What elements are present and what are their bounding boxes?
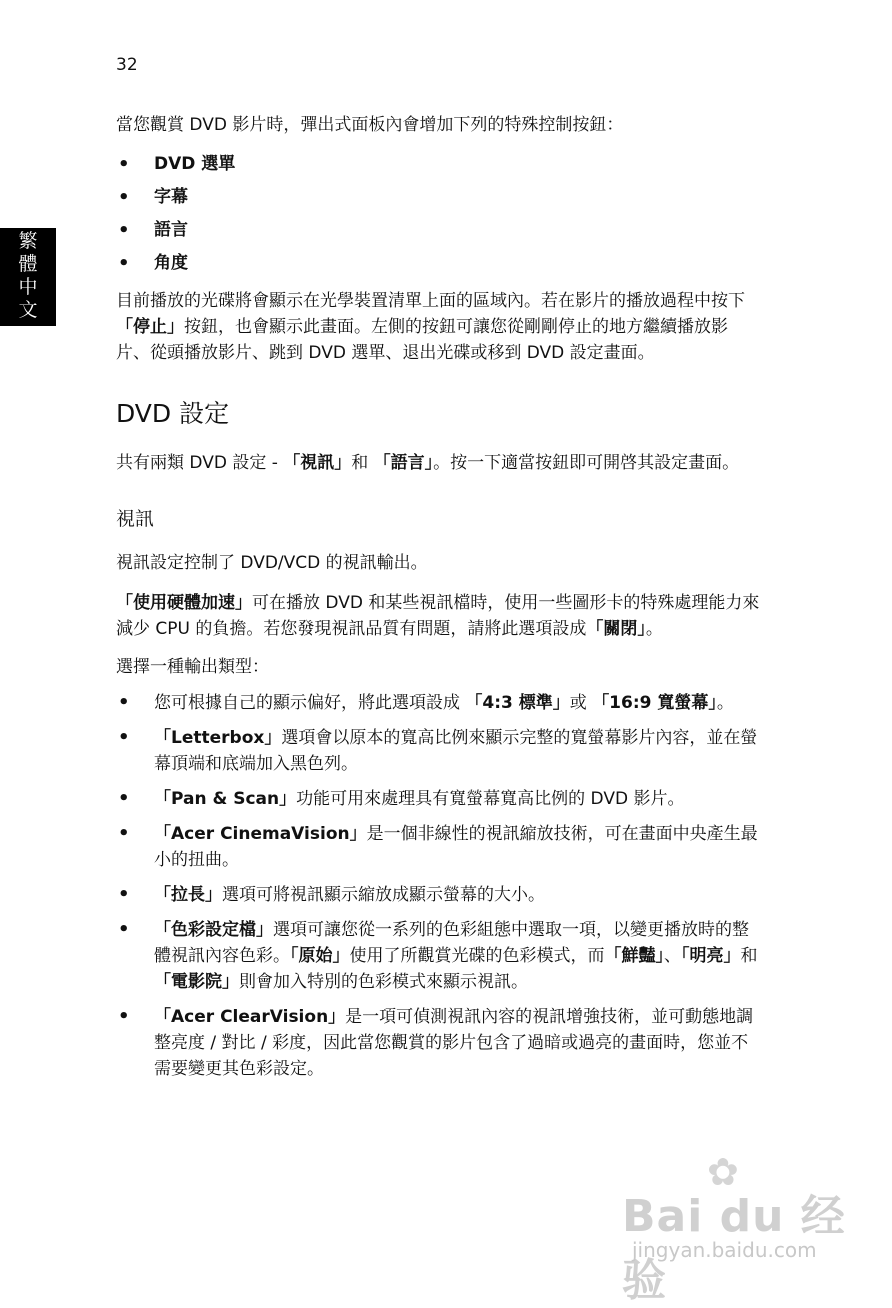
text: 或 <box>569 693 593 713</box>
side-tab-char: 文 <box>18 299 38 321</box>
list-item: • 角度 <box>116 247 761 280</box>
side-tab-char: 體 <box>18 253 38 275</box>
text: 和 <box>351 453 374 473</box>
text: 和 <box>740 946 758 966</box>
list-item: • DVD 選單 <box>116 148 761 181</box>
list-item: • 字幕 <box>116 181 761 214</box>
bold-term: 「關閉」 <box>586 619 646 639</box>
disc-paragraph <box>116 288 761 366</box>
bold-term: 「Pan & Scan」 <box>154 789 297 809</box>
bold-term: 「Acer ClearVision」 <box>154 1007 346 1027</box>
hw-accel-paragraph <box>116 590 761 642</box>
text: 目前播放的光碟將會顯示在光學裝置清單上面的區域內。若在影片的播放過程中按下 <box>116 291 745 311</box>
text: 。 <box>645 619 663 639</box>
bold-term: 「明亮」 <box>681 946 741 966</box>
text: 按鈕，也會顯示此畫面。左側的按鈕可讓您從剛剛停止的地方繼續播放影片、從頭播放影片、跳到 DVD 選單、退出光碟或移到 DVD 設定畫面。 <box>116 317 728 363</box>
list-item <box>116 882 761 908</box>
paw-icon: ✿ <box>707 1150 739 1194</box>
bold-term: 「鮮豔」 <box>604 946 664 966</box>
text: 您可根據自己的顯示偏好，將此選項設成 <box>154 693 466 713</box>
bold-term: 「Acer CinemaVision」 <box>154 824 367 844</box>
bold-term: 「4:3 標準」 <box>465 693 570 713</box>
text: 。按一下適當按鈕即可開啓其設定畫面。 <box>433 453 740 473</box>
text: 是一個非線性的視訊縮放技術，可在畫面中央產生最小的扭曲。 <box>154 824 758 870</box>
list-item <box>116 690 761 716</box>
text: 選項可將視訊顯示縮放成顯示螢幕的大小。 <box>222 885 545 905</box>
subsection-title: 視訊 <box>116 508 155 530</box>
bold-term: 「原始」 <box>290 946 350 966</box>
list-item <box>116 786 761 812</box>
select-type-label: 選擇一種輸出類型： <box>116 657 269 677</box>
text: 使用了所觀賞光碟的色彩模式，而 <box>349 946 605 966</box>
bold-term: 「電影院」 <box>154 972 239 992</box>
list-item: • 語言 <box>116 214 761 247</box>
side-tab-char: 繁 <box>18 230 38 252</box>
baidu-jingyan-watermark <box>622 1150 872 1306</box>
bold-term: 「16:9 寬螢幕」 <box>592 693 717 713</box>
list-item <box>116 821 761 873</box>
side-tab-char: 中 <box>18 276 38 298</box>
text: 功能可用來處理具有寬螢幕寬高比例的 DVD 影片。 <box>296 789 685 809</box>
intro-paragraph: 當您觀賞 DVD 影片時，彈出式面板內會增加下列的特殊控制按鈕： <box>116 115 624 135</box>
bold-term: 「Letterbox」 <box>154 728 282 748</box>
text: 選項可讓您從一系列的色彩組態中選取一項，以變更播放時的整體視訊內容色彩。 <box>154 920 749 966</box>
list-item <box>116 917 761 995</box>
language-side-tab <box>0 228 56 326</box>
text: 是一項可偵測視訊內容的視訊增強技術，並可動態地調整亮度 / 對比 / 彩度，因此當您觀賞的影片包含了過暗或過亮的畫面時，您並不需要變更其色彩設定。 <box>154 1007 754 1079</box>
watermark-logo: Bai du 经验 <box>622 1191 846 1306</box>
text: 。 <box>716 693 734 713</box>
bold-term: 「色彩設定檔」 <box>154 920 273 940</box>
output-type-list <box>116 690 761 1082</box>
bold-term: 「拉長」 <box>154 885 222 905</box>
text: 可在播放 DVD 和某些視訊檔時，使用一些圖形卡的特殊處理能力來減少 CPU 的負擔。若您發現視訊品質有問題，請將此選項設成 <box>116 593 760 639</box>
page-number: 32 <box>116 55 138 75</box>
video-description: 視訊設定控制了 DVD/VCD 的視訊輸出。 <box>116 553 428 573</box>
text: 共有兩類 DVD 設定 - <box>116 453 284 473</box>
watermark-url: jingyan.baidu.com <box>632 1238 817 1262</box>
text: 、 <box>664 946 681 966</box>
section-title: DVD 設定 <box>116 399 230 428</box>
text: 則會加入特別的色彩模式來顯示視訊。 <box>239 972 528 992</box>
page-content <box>116 112 761 1091</box>
bold-term: 「語言」 <box>373 453 434 473</box>
bold-term: 「視訊」 <box>283 453 352 473</box>
bold-term: 「停止」 <box>116 317 184 337</box>
text: 選項會以原本的寬高比例來顯示完整的寬螢幕影片內容，並在螢幕頂端和底端加入黑色列。 <box>154 728 758 774</box>
settings-intro <box>116 450 761 476</box>
list-item <box>116 1004 761 1082</box>
bold-term: 「使用硬體加速」 <box>116 593 252 613</box>
list-item <box>116 725 761 777</box>
dvd-feature-list <box>116 148 761 280</box>
